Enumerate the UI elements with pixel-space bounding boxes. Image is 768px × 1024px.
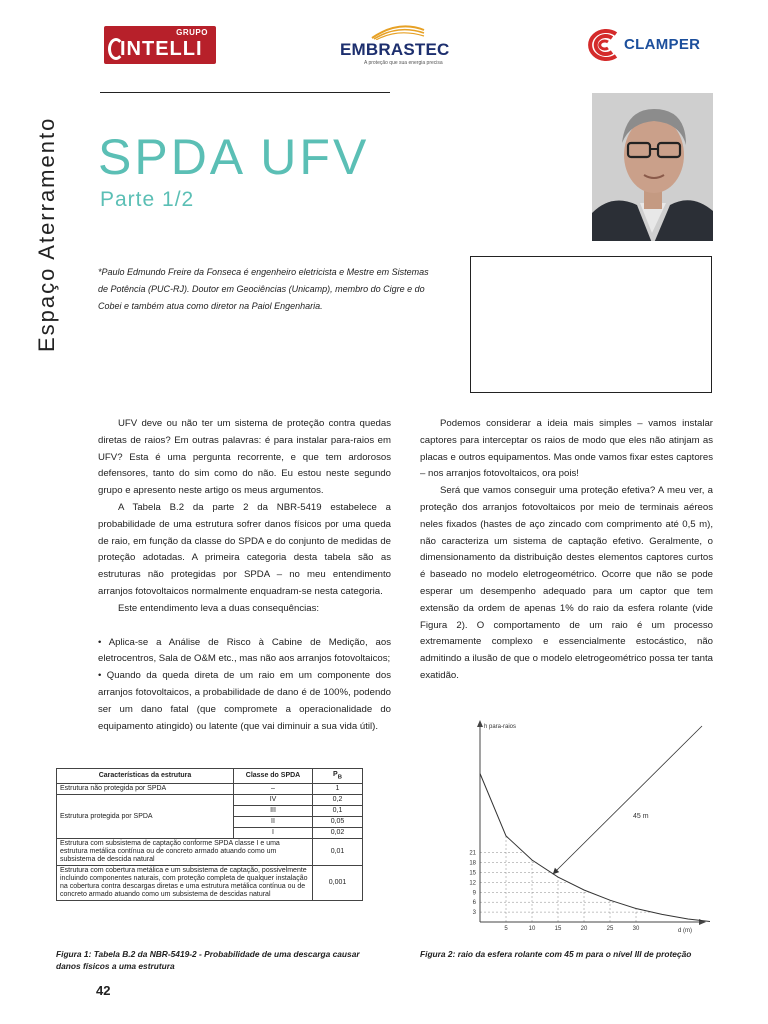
y-tick-label: 9	[472, 890, 476, 897]
author-bio: *Paulo Edmundo Freire da Fonseca é engenheiro eletricista e Mestre em Sistemas de Potência (PUC-RJ). Doutor em Geociências (Unicamp), membro do Cigre e do Cobei e também atua como diretor na Paiol Engenharia.	[98, 267, 429, 311]
top-divider	[100, 92, 390, 93]
radius-line	[553, 726, 702, 874]
clamper-logo	[580, 28, 715, 62]
table-header: $P_B$	[313, 769, 363, 784]
figure-1-caption: Figura 1: Tabela B.2 da NBR-5419-2 - Probabilidade de uma descarga causar danos físicos a uma estrutura	[56, 949, 360, 971]
table-row: I 0,02	[57, 828, 363, 839]
figure-2-caption: Figura 2: raio da esfera rolante com 45 m para o nível III de proteção	[420, 949, 692, 959]
clamper-name-text: CLAMPER	[624, 36, 701, 53]
author-portrait	[592, 93, 713, 241]
y-tick-label: 15	[469, 870, 476, 877]
table-row: III 0,1	[57, 806, 363, 817]
column-right	[420, 416, 713, 685]
y-axis-arrow-icon	[477, 720, 483, 727]
embrastec-logo	[334, 22, 458, 68]
y-axis-label: h para-raios	[484, 724, 517, 730]
x-tick-label: 25	[606, 926, 614, 932]
table-header: Classe do SPDA	[234, 769, 313, 784]
article-subtitle: Parte 1/2	[100, 188, 195, 211]
table-row: Estrutura com cobertura metálica e um subsistema de captação, possivelmente incluindo componentes naturais, com proteção completa de qualquer instalação na cobertura contra descargas diretas e uma estrutura metálica contínua ou de concreto armado atuando como um subsistema de descidas natural 0,001	[57, 866, 363, 901]
embrastec-stripes-icon	[370, 24, 426, 40]
y-tick-label: 3	[472, 910, 476, 917]
paragraph: Este entendimento leva a duas consequências:	[118, 602, 320, 614]
radius-label: 45 m	[633, 813, 649, 820]
sphere-arc	[480, 774, 710, 923]
table-row: Estrutura protegida por SPDA IV 0,2	[57, 795, 363, 806]
x-tick-label: 30	[632, 926, 640, 932]
y-tick-label: 18	[469, 860, 476, 867]
author-box	[470, 256, 712, 393]
bullet-item: • Aplica-se a Análise de Risco à Cabine de Medição, aos eletrocentros, Sala de O&M etc., mas não aos arranjos fotovoltaicos;	[98, 636, 391, 665]
y-tick-label: 21	[469, 850, 476, 857]
y-tick-label: 6	[472, 900, 476, 907]
figure-1-table	[56, 768, 363, 946]
clamper-mark-icon	[580, 28, 620, 62]
y-tick-label: 12	[469, 880, 476, 887]
table-header: Características da estrutura	[57, 769, 234, 784]
x-tick-label: 15	[554, 926, 562, 932]
bullet-item: • Quando da queda direta de um raio em um componente dos arranjos fotovoltaicos, a probabilidade de dano é de 100%, podendo ser um dano fatal (que compromete a operacionalidade do equipamento atingido) ou latente (que vai diminuir a sua vida útil).	[98, 670, 391, 732]
probability-table	[56, 768, 363, 901]
figure-2-chart	[440, 716, 710, 940]
table-row: II 0,05	[57, 817, 363, 828]
embrastec-tagline: A proteção que sua energia precisa	[364, 60, 443, 66]
embrastec-name-text: EMBRASTEC	[340, 40, 450, 59]
section-label: Espaço Aterramento	[34, 116, 59, 352]
page-number: 42	[96, 983, 111, 998]
intelli-name-text: INTELLI	[120, 38, 203, 60]
column-left	[98, 416, 391, 735]
paragraph: UFV deve ou não ter um sistema de proteção contra quedas diretas de raios? Em outras palavras: é para instalar para-raios em UFV? Esta é uma pergunta recorrente, e que tem ardorosos defensores, tanto do sim como do não. Eu estou neste segundo grupo e apresento neste artigo os meus argumentos.	[98, 418, 391, 497]
x-axis-label: d (m)	[678, 928, 692, 934]
intelli-grupo-text: GRUPO	[176, 28, 208, 37]
paragraph: Será que vamos conseguir uma proteção efetiva? A meu ver, a proteção dos arranjos fotovoltaicos por meio de terminais aéreos neles fixados (hastes de aço zincado com comprimento até 0,5 m), não caracteriza um sistema de captação efetivo. Geralmente, o dimensionamento da distribuição destes elementos captores curtos é baseado no modelo eletrogeométrico. Ocorre que não se pode esperar um desempenho adequado para um captor que tem extensão da ordem de apenas 1% do raio da esfera rolante (vide Figura 2). O comportamento de um raio é um processo extremamente complexo e essencialmente estocástico, não admitindo a ilusão de que o modelo eletrogeométrico possa ter tanta exatidão.	[420, 485, 713, 681]
x-tick-label: 20	[580, 926, 588, 932]
article-title: SPDA UFV	[98, 129, 370, 185]
x-tick-label: 10	[528, 926, 536, 932]
intelli-logo	[104, 26, 216, 64]
table-row: Estrutura não protegida por SPDA – 1	[57, 784, 363, 795]
author-portrait-image	[592, 93, 713, 241]
paragraph: Podemos considerar a ideia mais simples – vamos instalar captores para interceptar os raios de modo que eles não atinjam as placas e outros equipamentos. Mas onde vamos fixar estes captores – nos arranjos fotovoltaicos, ora pois!	[420, 418, 713, 480]
table-row: Estrutura com subsistema de captação conforme SPDA classe I e uma estrutura metálica contínua ou de concreto armado atuando como um subsistema de descida natural 0,01	[57, 839, 363, 866]
rolling-sphere-chart	[440, 716, 710, 940]
paragraph: A Tabela B.2 da parte 2 da NBR-5419 estabelece a probabilidade de uma estrutura sofrer danos físicos por uma queda de raio, em função da classe do SPDA e do conjunto de medidas de proteção adotadas. A primeira categoria desta tabela são as estruturas não protegidas por SPDA – no meu entendimento arranjos fotovoltaicos normalmente enquadram-se nesta categoria.	[98, 501, 391, 597]
x-tick-label: 5	[504, 926, 508, 932]
